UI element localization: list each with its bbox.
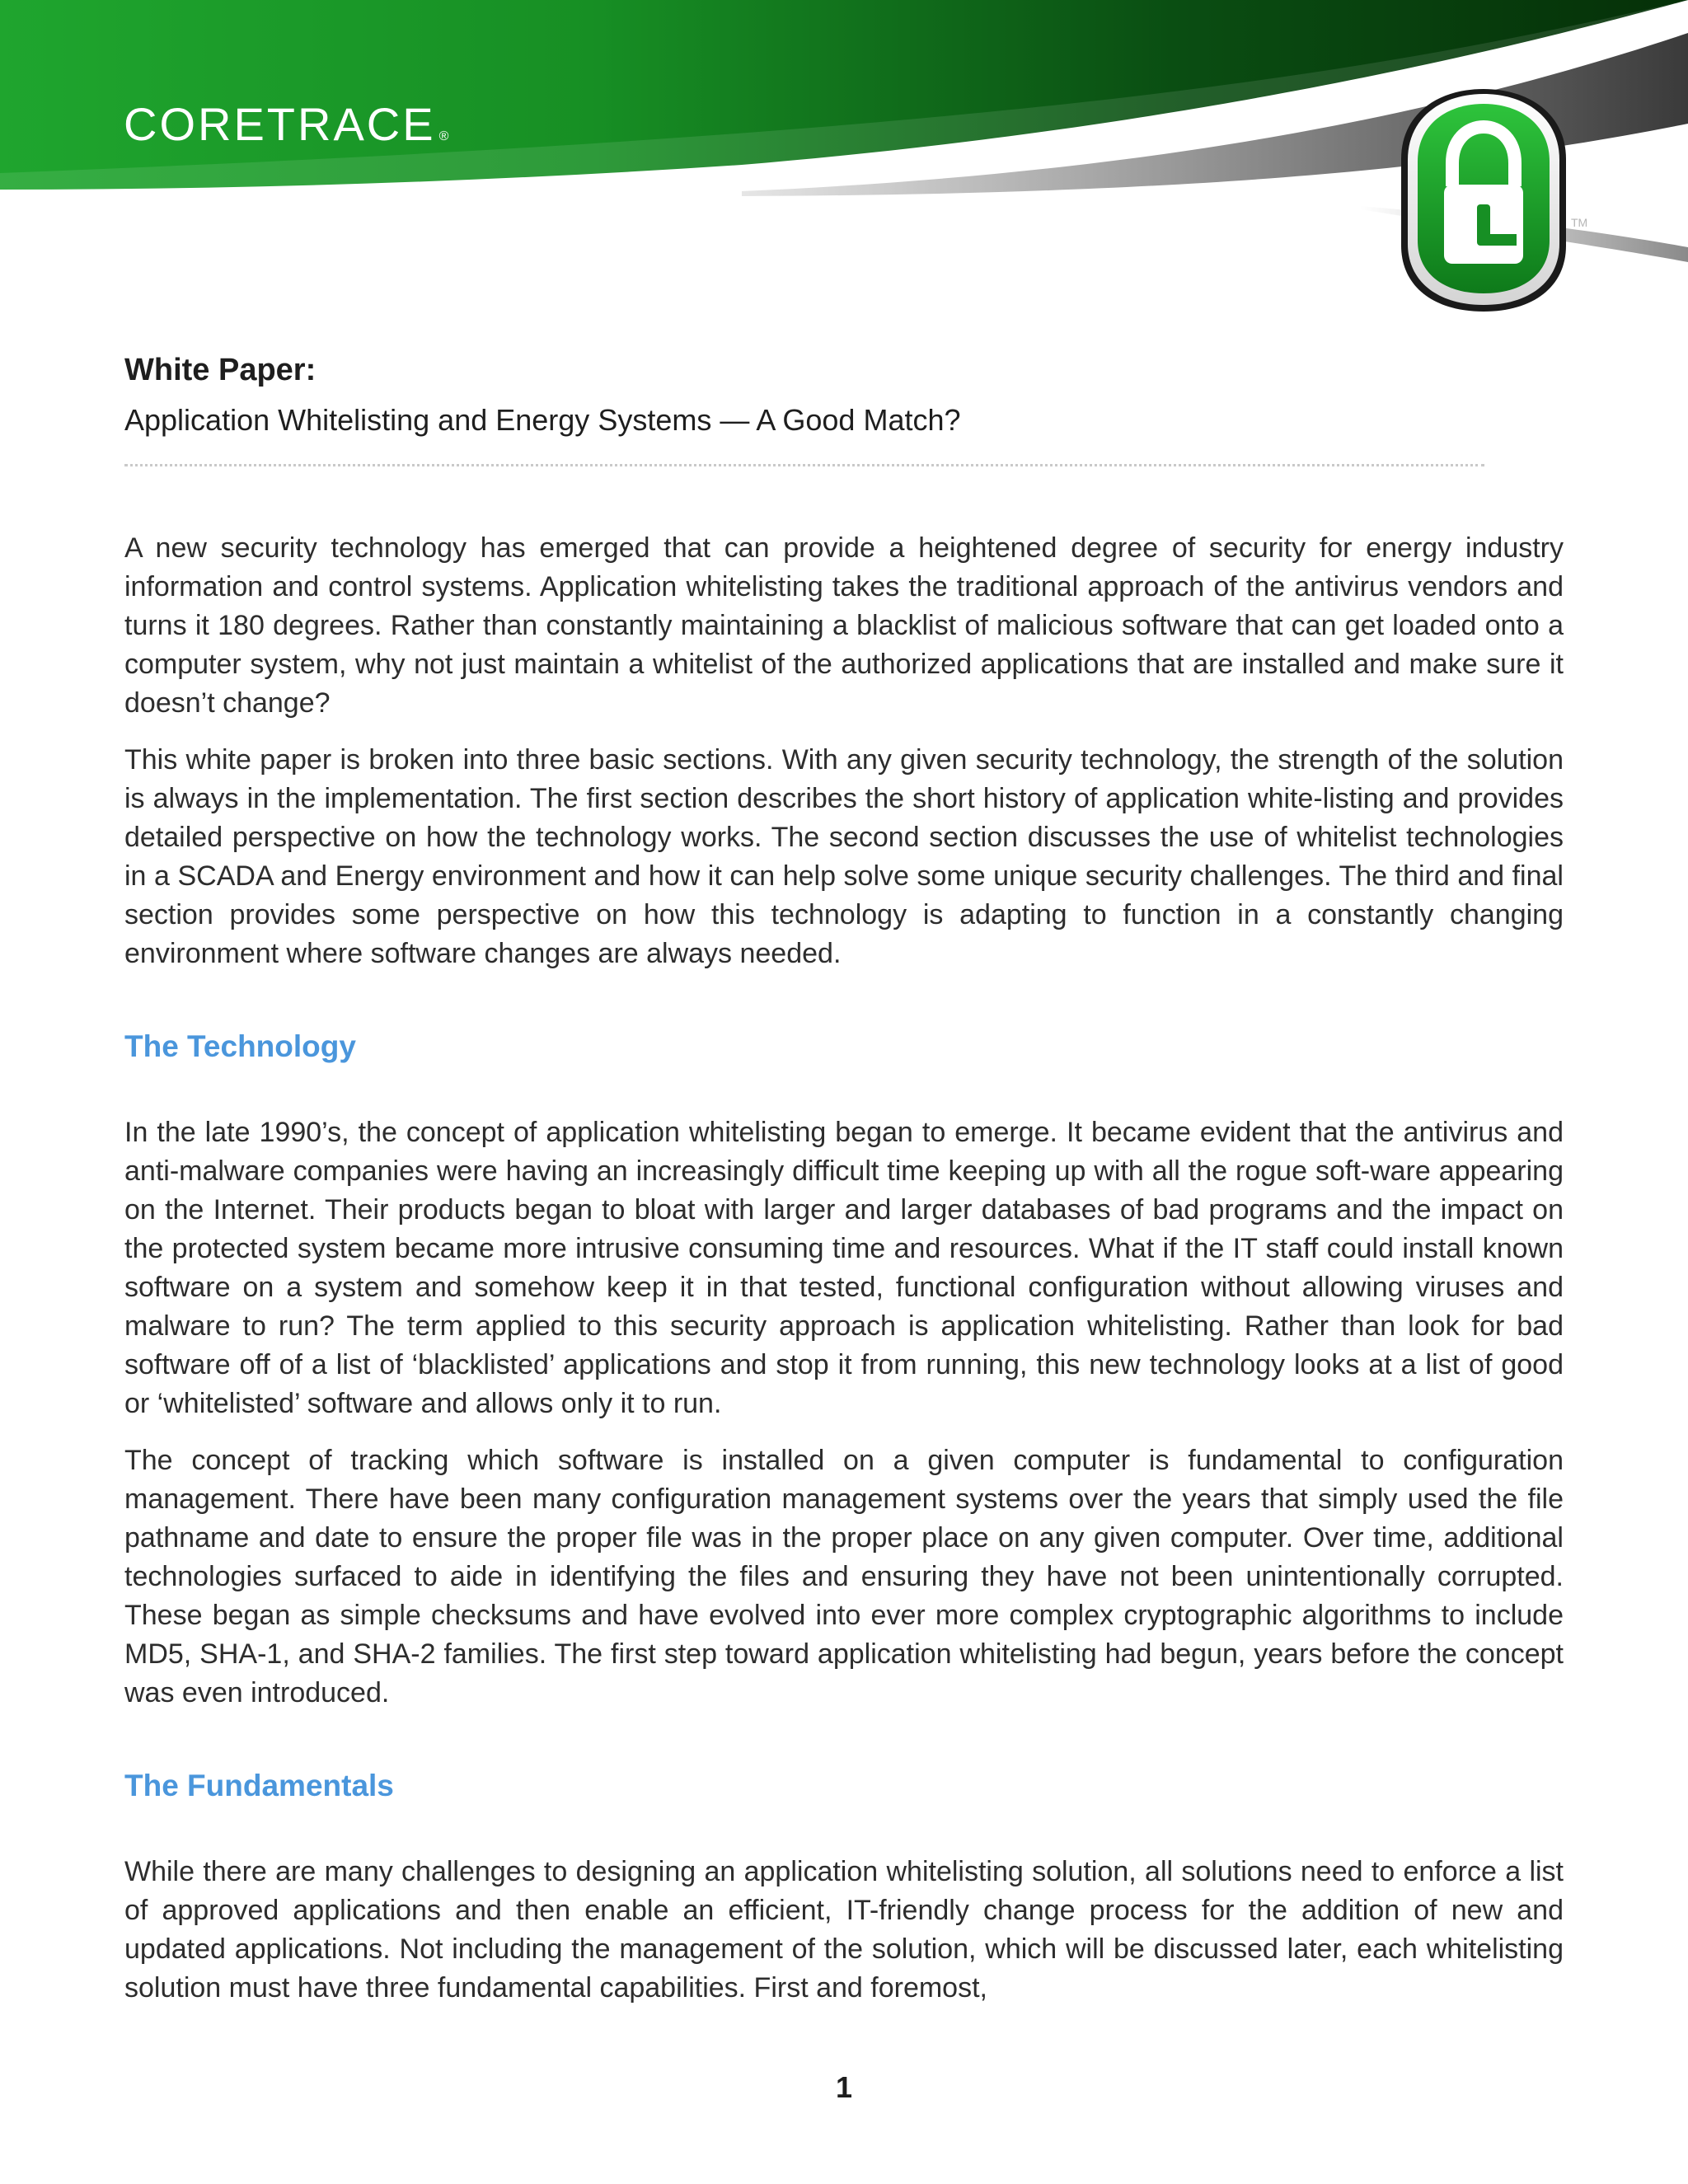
section-heading-technology: The Technology	[124, 1029, 356, 1063]
header-swoosh	[0, 0, 1688, 313]
title-divider	[124, 464, 1484, 466]
trademark-mark: TM	[1571, 216, 1588, 229]
brand-logo: CORETRACE ®	[124, 98, 449, 150]
document-label: White Paper:	[124, 353, 316, 387]
fundamentals-paragraph-1: While there are many challenges to designing an application whitelisting solution, all solutions need to enforce a list of approved applications and then enable an efficient, IT-friendly change process for the addition of new and updated applications. Not including the management of the solution, which will be discussed later, each whitelisting solution must have three fundamental capabilities. First and foremost,	[124, 1856, 1564, 2004]
page-number: 1	[835, 2070, 853, 2104]
technology-paragraph-1: In the late 1990’s, the concept of application whitelisting began to emerge. It became evident that the antivirus and anti-malware companies were having an increasingly difficult time keeping up with all the rogue soft-ware appearing on the Internet. Their products began to bloat with larger and larger databases of bad programs and the impact on the protected system became more intrusive consuming time and resources. What if the IT staff could install known software on a system and somehow keep it in that tested, functional configuration without allowing viruses and malware to run? The term applied to this security approach is application whitelisting. Rather than look for bad software off of a list of ‘blacklisted’ applications and stop it from running, this new technology looks at a list of good or ‘whitelisted’ software and allows only it to run.	[124, 1117, 1564, 1419]
padlock-shield-icon	[1401, 89, 1566, 312]
section-heading-fundamentals: The Fundamentals	[124, 1769, 394, 1802]
technology-paragraph-2: The concept of tracking which software is installed on a given computer is fundamental to configuration management. There have been many configuration management systems over the years that simply used the file pathname and date to ensure the proper file was in the proper place on any given computer. Over time, additional technologies surfaced to aide in identifying the files and ensuring they have not been unintentionally corrupted. These began as simple checksums and have evolved into ever more complex cryptographic algorithms to include MD5, SHA-1, and SHA-2 families. The first step toward application whitelisting had begun, years before the concept was even introduced.	[124, 1445, 1564, 1708]
header-banner	[0, 0, 1688, 313]
document-body	[124, 353, 1564, 2026]
intro-paragraph-2: This white paper is broken into three basic sections. With any given security technology, the strength of the solution is always in the implementation. The first section describes the short history of application white-listing and provides detailed perspective on how the technology works. The second section discusses the use of whitelist technologies in a SCADA and Energy environment and how it can help solve some unique security challenges. The third and final section provides some perspective on how this technology is adapting to function in a constantly changing environment where software changes are always needed.	[124, 744, 1564, 969]
document-title: Application Whitelisting and Energy Systems — A Good Match?	[124, 403, 961, 437]
intro-paragraph-1: A new security technology has emerged that can provide a heightened degree of security for energy industry information and control systems. Application whitelisting takes the traditional approach of the antivirus vendors and turns it 180 degrees. Rather than constantly maintaining a blacklist of malicious software that can get loaded onto a computer system, why not just maintain a whitelist of the authorized applications that are installed and make sure it doesn’t change?	[124, 532, 1564, 719]
